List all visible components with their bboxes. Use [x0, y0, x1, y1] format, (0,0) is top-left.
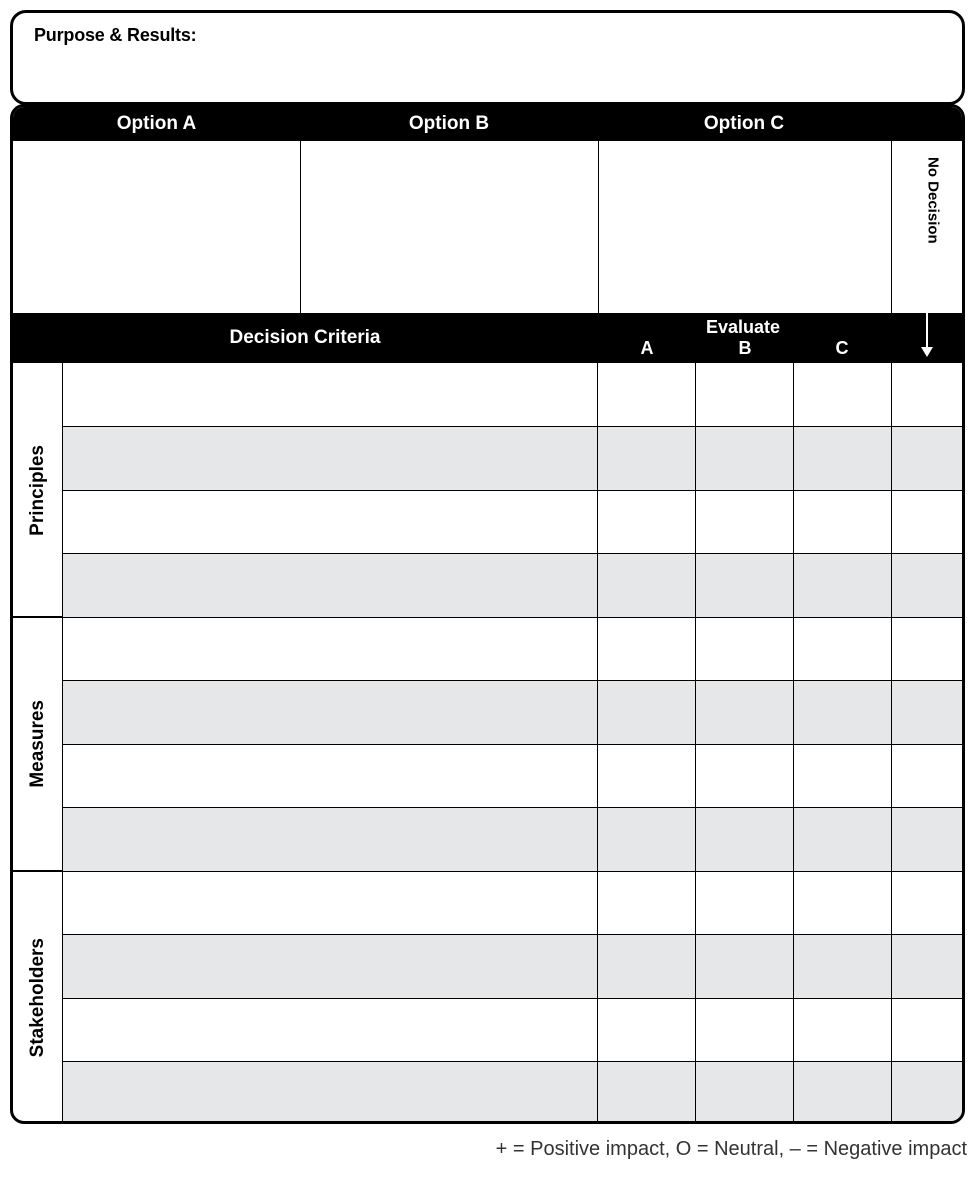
group-stakeholders	[13, 871, 63, 1124]
evaluate-c-cell[interactable]	[793, 808, 891, 871]
evaluate-b-cell[interactable]	[695, 1062, 793, 1125]
evaluate-b-cell[interactable]	[695, 935, 793, 998]
option-a-title: Option A	[116, 113, 197, 134]
evaluate-c-cell[interactable]	[793, 871, 891, 934]
criteria-row	[63, 935, 965, 999]
evaluate-a-cell[interactable]	[597, 1062, 695, 1125]
evaluate-c-cell[interactable]	[793, 998, 891, 1061]
criteria-row	[63, 808, 965, 872]
option-b-field[interactable]	[301, 141, 598, 313]
criteria-row	[63, 490, 965, 554]
evaluate-a-cell[interactable]	[597, 935, 695, 998]
criteria-cell[interactable]	[63, 427, 597, 490]
evaluate-c-cell[interactable]	[793, 1062, 891, 1125]
arrow-head-icon	[921, 347, 933, 357]
no-decision-cell[interactable]	[891, 1062, 965, 1125]
evaluate-c-cell[interactable]	[793, 935, 891, 998]
evaluate-col-a: A	[640, 338, 654, 358]
evaluate-b-cell[interactable]	[695, 871, 793, 934]
criteria-row	[63, 554, 965, 618]
evaluate-b-cell[interactable]	[695, 427, 793, 490]
criteria-row	[63, 681, 965, 745]
evaluate-col-c: C	[835, 338, 849, 358]
criteria-row	[63, 1062, 965, 1125]
evaluate-c-cell[interactable]	[793, 554, 891, 617]
evaluate-b-cell[interactable]	[695, 808, 793, 871]
option-c-title: Option C	[703, 113, 785, 134]
criteria-row	[63, 744, 965, 808]
decision-matrix	[10, 104, 965, 1124]
criteria-cell[interactable]	[63, 617, 597, 680]
evaluate-a-cell[interactable]	[597, 617, 695, 680]
no-decision-text: No Decision	[924, 156, 942, 244]
purpose-results-box[interactable]	[10, 10, 965, 105]
no-decision-cell[interactable]	[891, 617, 965, 680]
evaluate-c-cell[interactable]	[793, 744, 891, 807]
evaluate-a-cell[interactable]	[597, 681, 695, 744]
criteria-cell[interactable]	[63, 681, 597, 744]
impact-legend: + = Positive impact, O = Neutral, – = Negative impact	[495, 1138, 967, 1160]
criteria-header	[13, 313, 962, 363]
group-label-principles: Principles	[26, 444, 48, 536]
group-label-measures: Measures	[26, 700, 48, 788]
evaluate-c-cell[interactable]	[793, 617, 891, 680]
criteria-cell[interactable]	[63, 744, 597, 807]
no-decision-cell[interactable]	[891, 935, 965, 998]
no-decision-cell[interactable]	[891, 808, 965, 871]
evaluate-a-cell[interactable]	[597, 363, 695, 426]
criteria-row	[63, 871, 965, 935]
evaluate-a-cell[interactable]	[597, 490, 695, 553]
criteria-cell[interactable]	[63, 490, 597, 553]
no-decision-cell[interactable]	[891, 744, 965, 807]
group-measures	[13, 617, 63, 871]
criteria-cell[interactable]	[63, 554, 597, 617]
evaluate-b-cell[interactable]	[695, 363, 793, 426]
evaluate-b-cell[interactable]	[695, 744, 793, 807]
evaluate-title: Evaluate	[705, 317, 781, 337]
criteria-cell[interactable]	[63, 935, 597, 998]
evaluate-col-b: B	[738, 338, 752, 358]
evaluate-b-cell[interactable]	[695, 490, 793, 553]
criteria-row	[63, 363, 965, 427]
option-b-title: Option B	[408, 113, 490, 134]
no-decision-cell[interactable]	[891, 363, 965, 426]
criteria-cell[interactable]	[63, 808, 597, 871]
option-c-field[interactable]	[599, 141, 890, 313]
no-decision-cell[interactable]	[891, 998, 965, 1061]
evaluate-c-cell[interactable]	[793, 427, 891, 490]
group-principles	[13, 363, 63, 617]
no-decision-cell[interactable]	[891, 871, 965, 934]
purpose-label: Purpose & Results:	[34, 25, 197, 45]
down-arrow-icon	[926, 313, 928, 349]
evaluate-b-cell[interactable]	[695, 681, 793, 744]
evaluate-a-cell[interactable]	[597, 554, 695, 617]
evaluate-b-cell[interactable]	[695, 998, 793, 1061]
option-a-field[interactable]	[13, 141, 300, 313]
group-label-stakeholders: Stakeholders	[26, 937, 48, 1058]
criteria-cell[interactable]	[63, 363, 597, 426]
criteria-cell[interactable]	[63, 998, 597, 1061]
criteria-row	[63, 427, 965, 491]
no-decision-cell[interactable]	[891, 427, 965, 490]
evaluate-a-cell[interactable]	[597, 427, 695, 490]
criteria-grid	[13, 363, 962, 1124]
no-decision-label	[920, 141, 946, 313]
evaluate-c-cell[interactable]	[793, 681, 891, 744]
no-decision-cell[interactable]	[891, 554, 965, 617]
criteria-cell[interactable]	[63, 1062, 597, 1125]
decision-criteria-title: Decision Criteria	[229, 327, 381, 348]
evaluate-b-cell[interactable]	[695, 554, 793, 617]
evaluate-c-cell[interactable]	[793, 490, 891, 553]
criteria-row	[63, 617, 965, 681]
evaluate-a-cell[interactable]	[597, 871, 695, 934]
evaluate-a-cell[interactable]	[597, 808, 695, 871]
criteria-row	[63, 998, 965, 1062]
divider	[891, 141, 892, 313]
no-decision-cell[interactable]	[891, 490, 965, 553]
evaluate-b-cell[interactable]	[695, 617, 793, 680]
no-decision-cell[interactable]	[891, 681, 965, 744]
evaluate-c-cell[interactable]	[793, 363, 891, 426]
evaluate-a-cell[interactable]	[597, 998, 695, 1061]
options-header	[13, 107, 962, 141]
options-body	[13, 141, 962, 313]
evaluate-a-cell[interactable]	[597, 744, 695, 807]
criteria-cell[interactable]	[63, 871, 597, 934]
